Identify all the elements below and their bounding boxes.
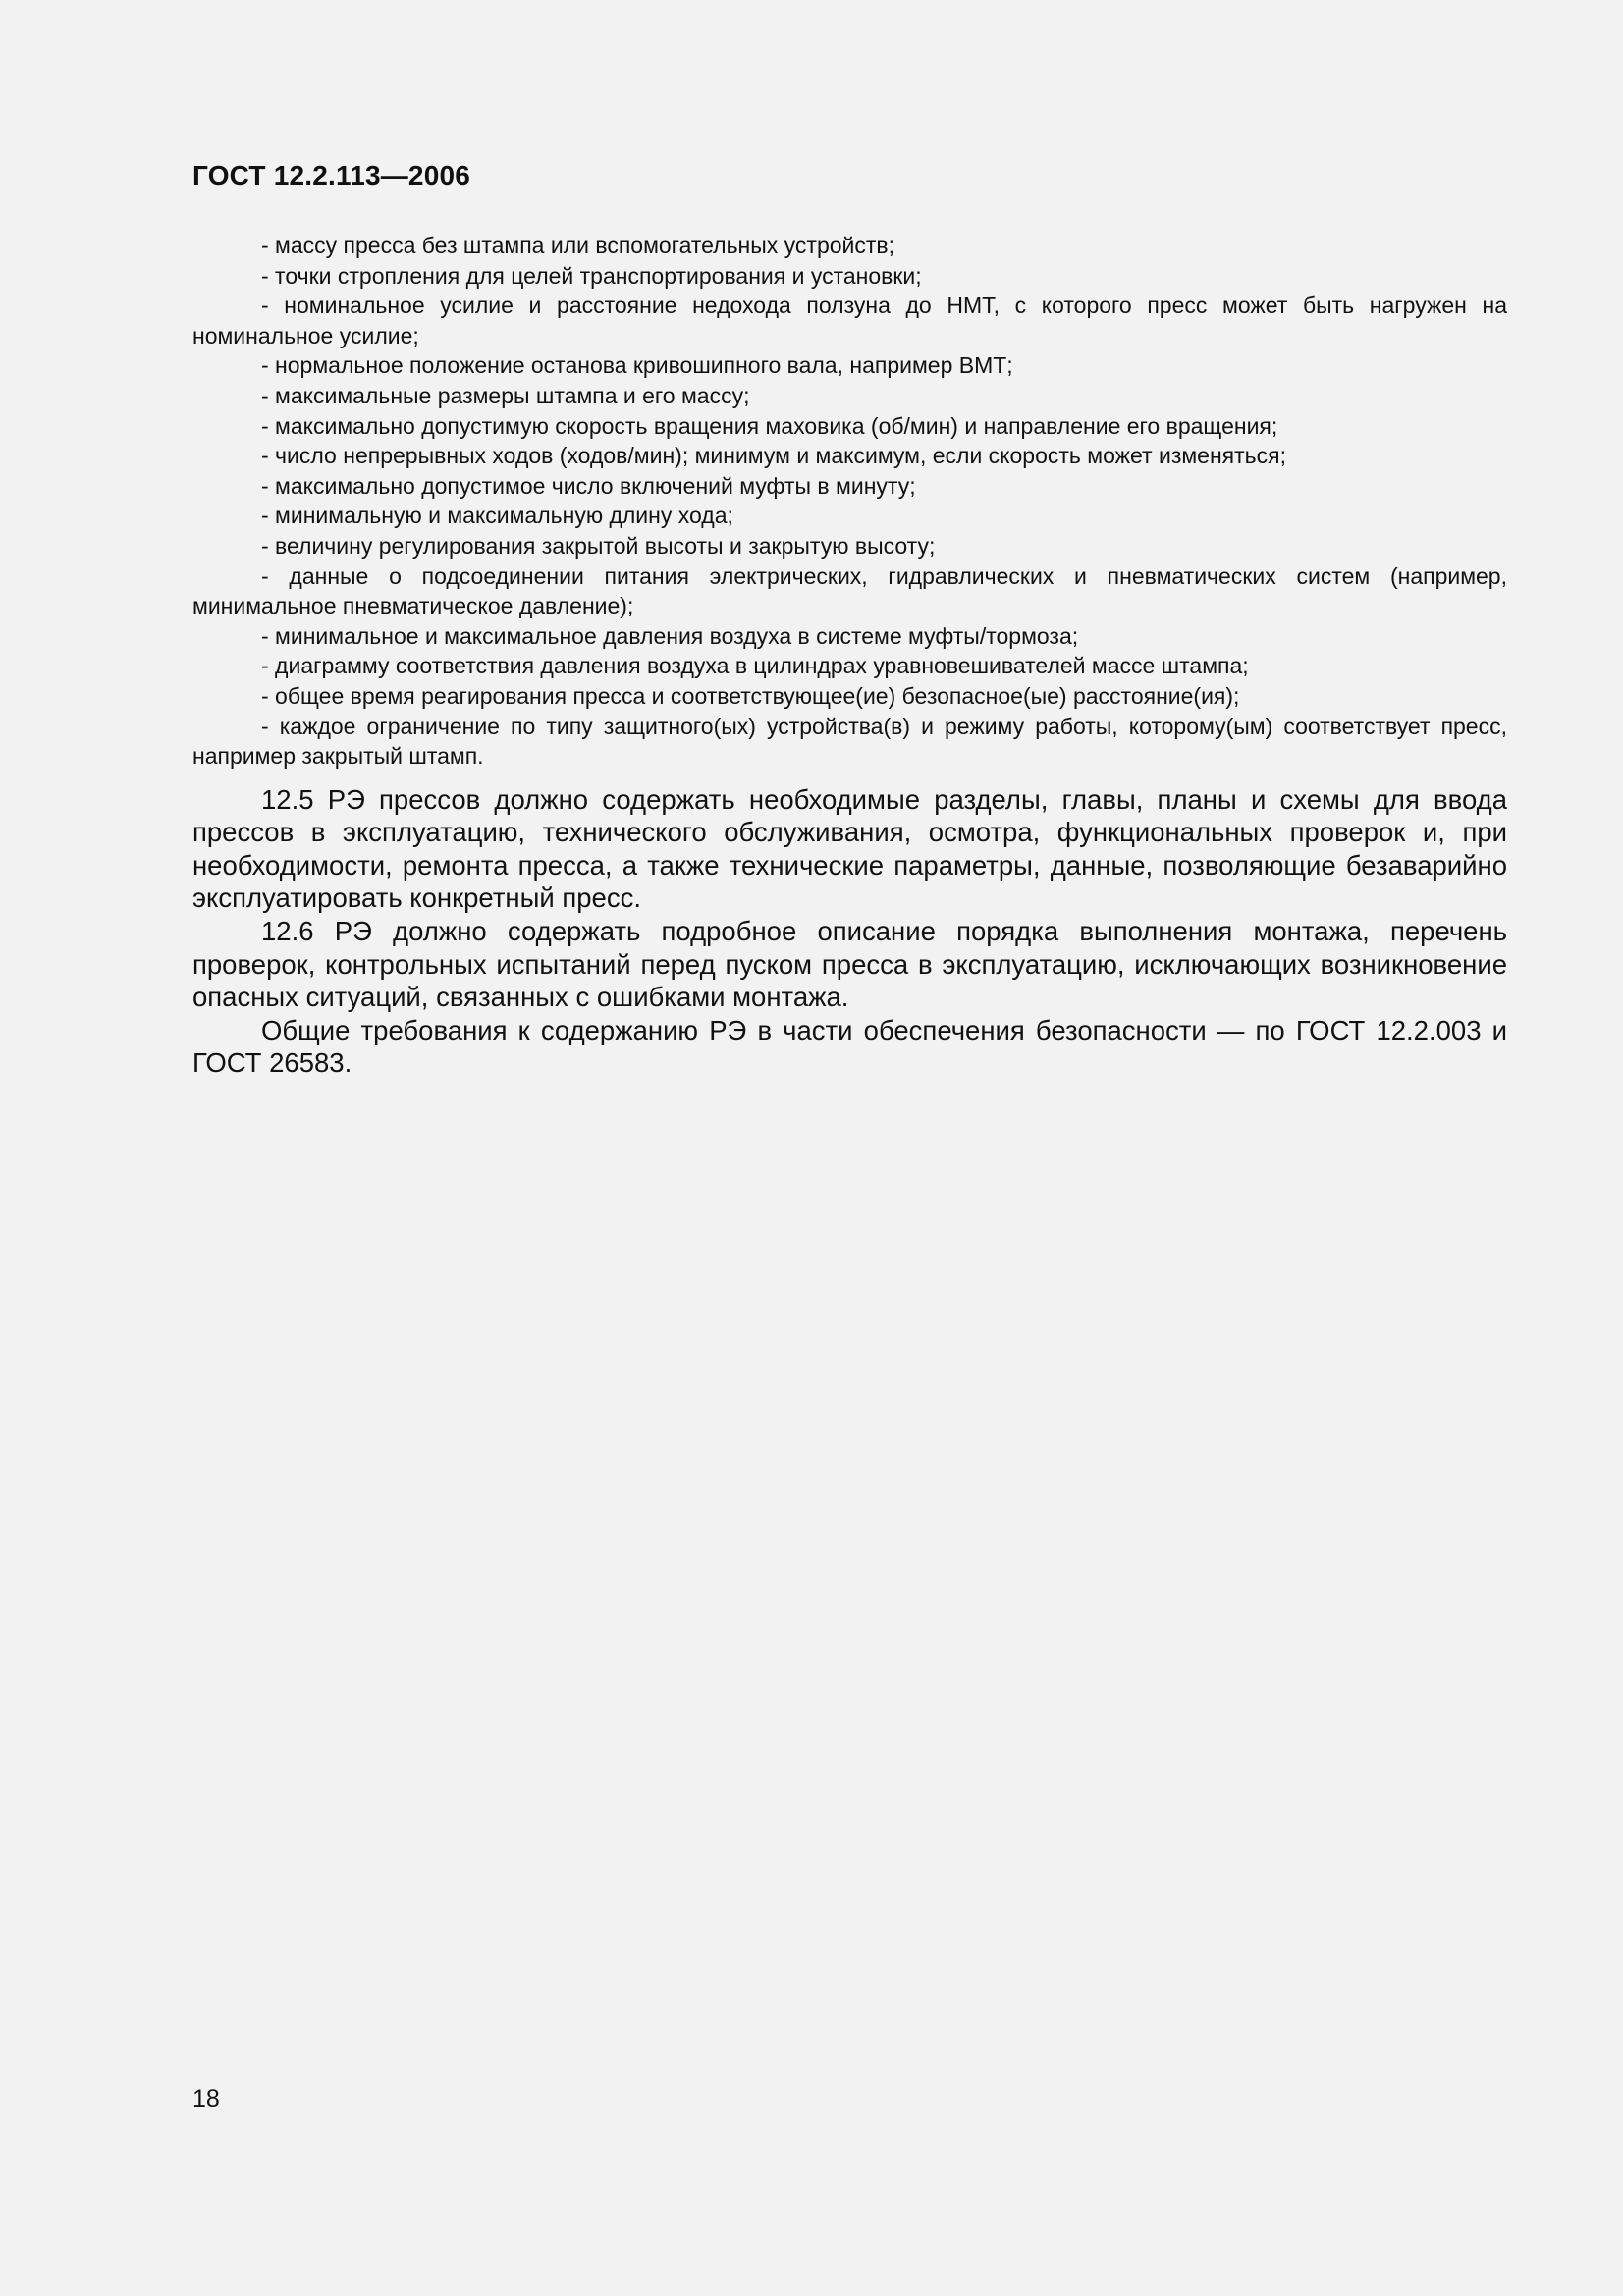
list-item: - данные о подсоединении питания электрических, гидравлических и пневматических систем (например, минимальное пневматическое давление); — [192, 562, 1507, 619]
list-item: - номинальное усилие и расстояние недохода ползуна до НМТ, с которого пресс может быть нагружен на номинальное усилие; — [192, 293, 1507, 348]
document-body — [192, 231, 1507, 1080]
page-header-standard-code: ГОСТ 12.2.113—2006 — [192, 160, 471, 190]
list-item: - диаграмму соответствия давления воздуха в цилиндрах уравновешивателей массе штампа; — [261, 653, 1249, 679]
paragraph-12-6: 12.6 РЭ должно содержать подробное описание порядка выполнения монтажа, перечень проверок, контрольных испытаний перед пуском пресса в эксплуатацию, исключающих возникновение опасных ситуаций, связанных с ошибками монтажа. — [192, 916, 1507, 1013]
list-item: - максимально допустимую скорость вращения маховика (об/мин) и направление его вращения; — [261, 412, 1278, 439]
list-item: - каждое ограничение по типу защитного(ых) устройства(в) и режиму работы, которому(ым) соответствует пресс, например закрытый штамп. — [192, 713, 1507, 770]
list-item: - максимальные размеры штампа и его массу; — [261, 382, 750, 408]
list-item: - массу пресса без штампа или вспомогательных устройств; — [261, 233, 895, 258]
list-item: - величину регулирования закрытой высоты и закрытую высоту; — [261, 532, 936, 559]
list-item: - минимальное и максимальное давления воздуха в системе муфты/тормоза; — [261, 622, 1079, 649]
list-item: - число непрерывных ходов (ходов/мин); минимум и максимум, если скорость может изменяться; — [261, 443, 1286, 469]
list-item: - общее время реагирования пресса и соответствующее(ие) безопасное(ые) расстояние(ия); — [261, 682, 1240, 709]
requirements-list — [192, 231, 1507, 772]
section-paragraphs — [192, 783, 1507, 1080]
list-item: - минимальную и максимальную длину хода; — [261, 503, 733, 529]
list-item: - нормальное положение останова кривошипного вала, например ВМТ; — [261, 352, 1013, 379]
page-number: 18 — [192, 2085, 220, 2112]
paragraph-general-requirements: Общие требования к содержанию РЭ в части обеспечения безопасности — по ГОСТ 12.2.003 и ГОСТ 26583. — [192, 1014, 1507, 1079]
list-item: - максимально допустимое число включений муфты в минуту; — [261, 472, 916, 499]
paragraph-12-5: 12.5 РЭ прессов должно содержать необходимые разделы, главы, планы и схемы для ввода прессов в эксплуатацию, технического обслуживания, осмотра, функциональных проверок и, при необходимости, ремонта пресса, а также технические параметры, данные, позволяющие безаварийно эксплуатировать конкретный пресс. — [192, 783, 1507, 914]
list-item: - точки стропления для целей транспортирования и установки; — [261, 262, 922, 289]
